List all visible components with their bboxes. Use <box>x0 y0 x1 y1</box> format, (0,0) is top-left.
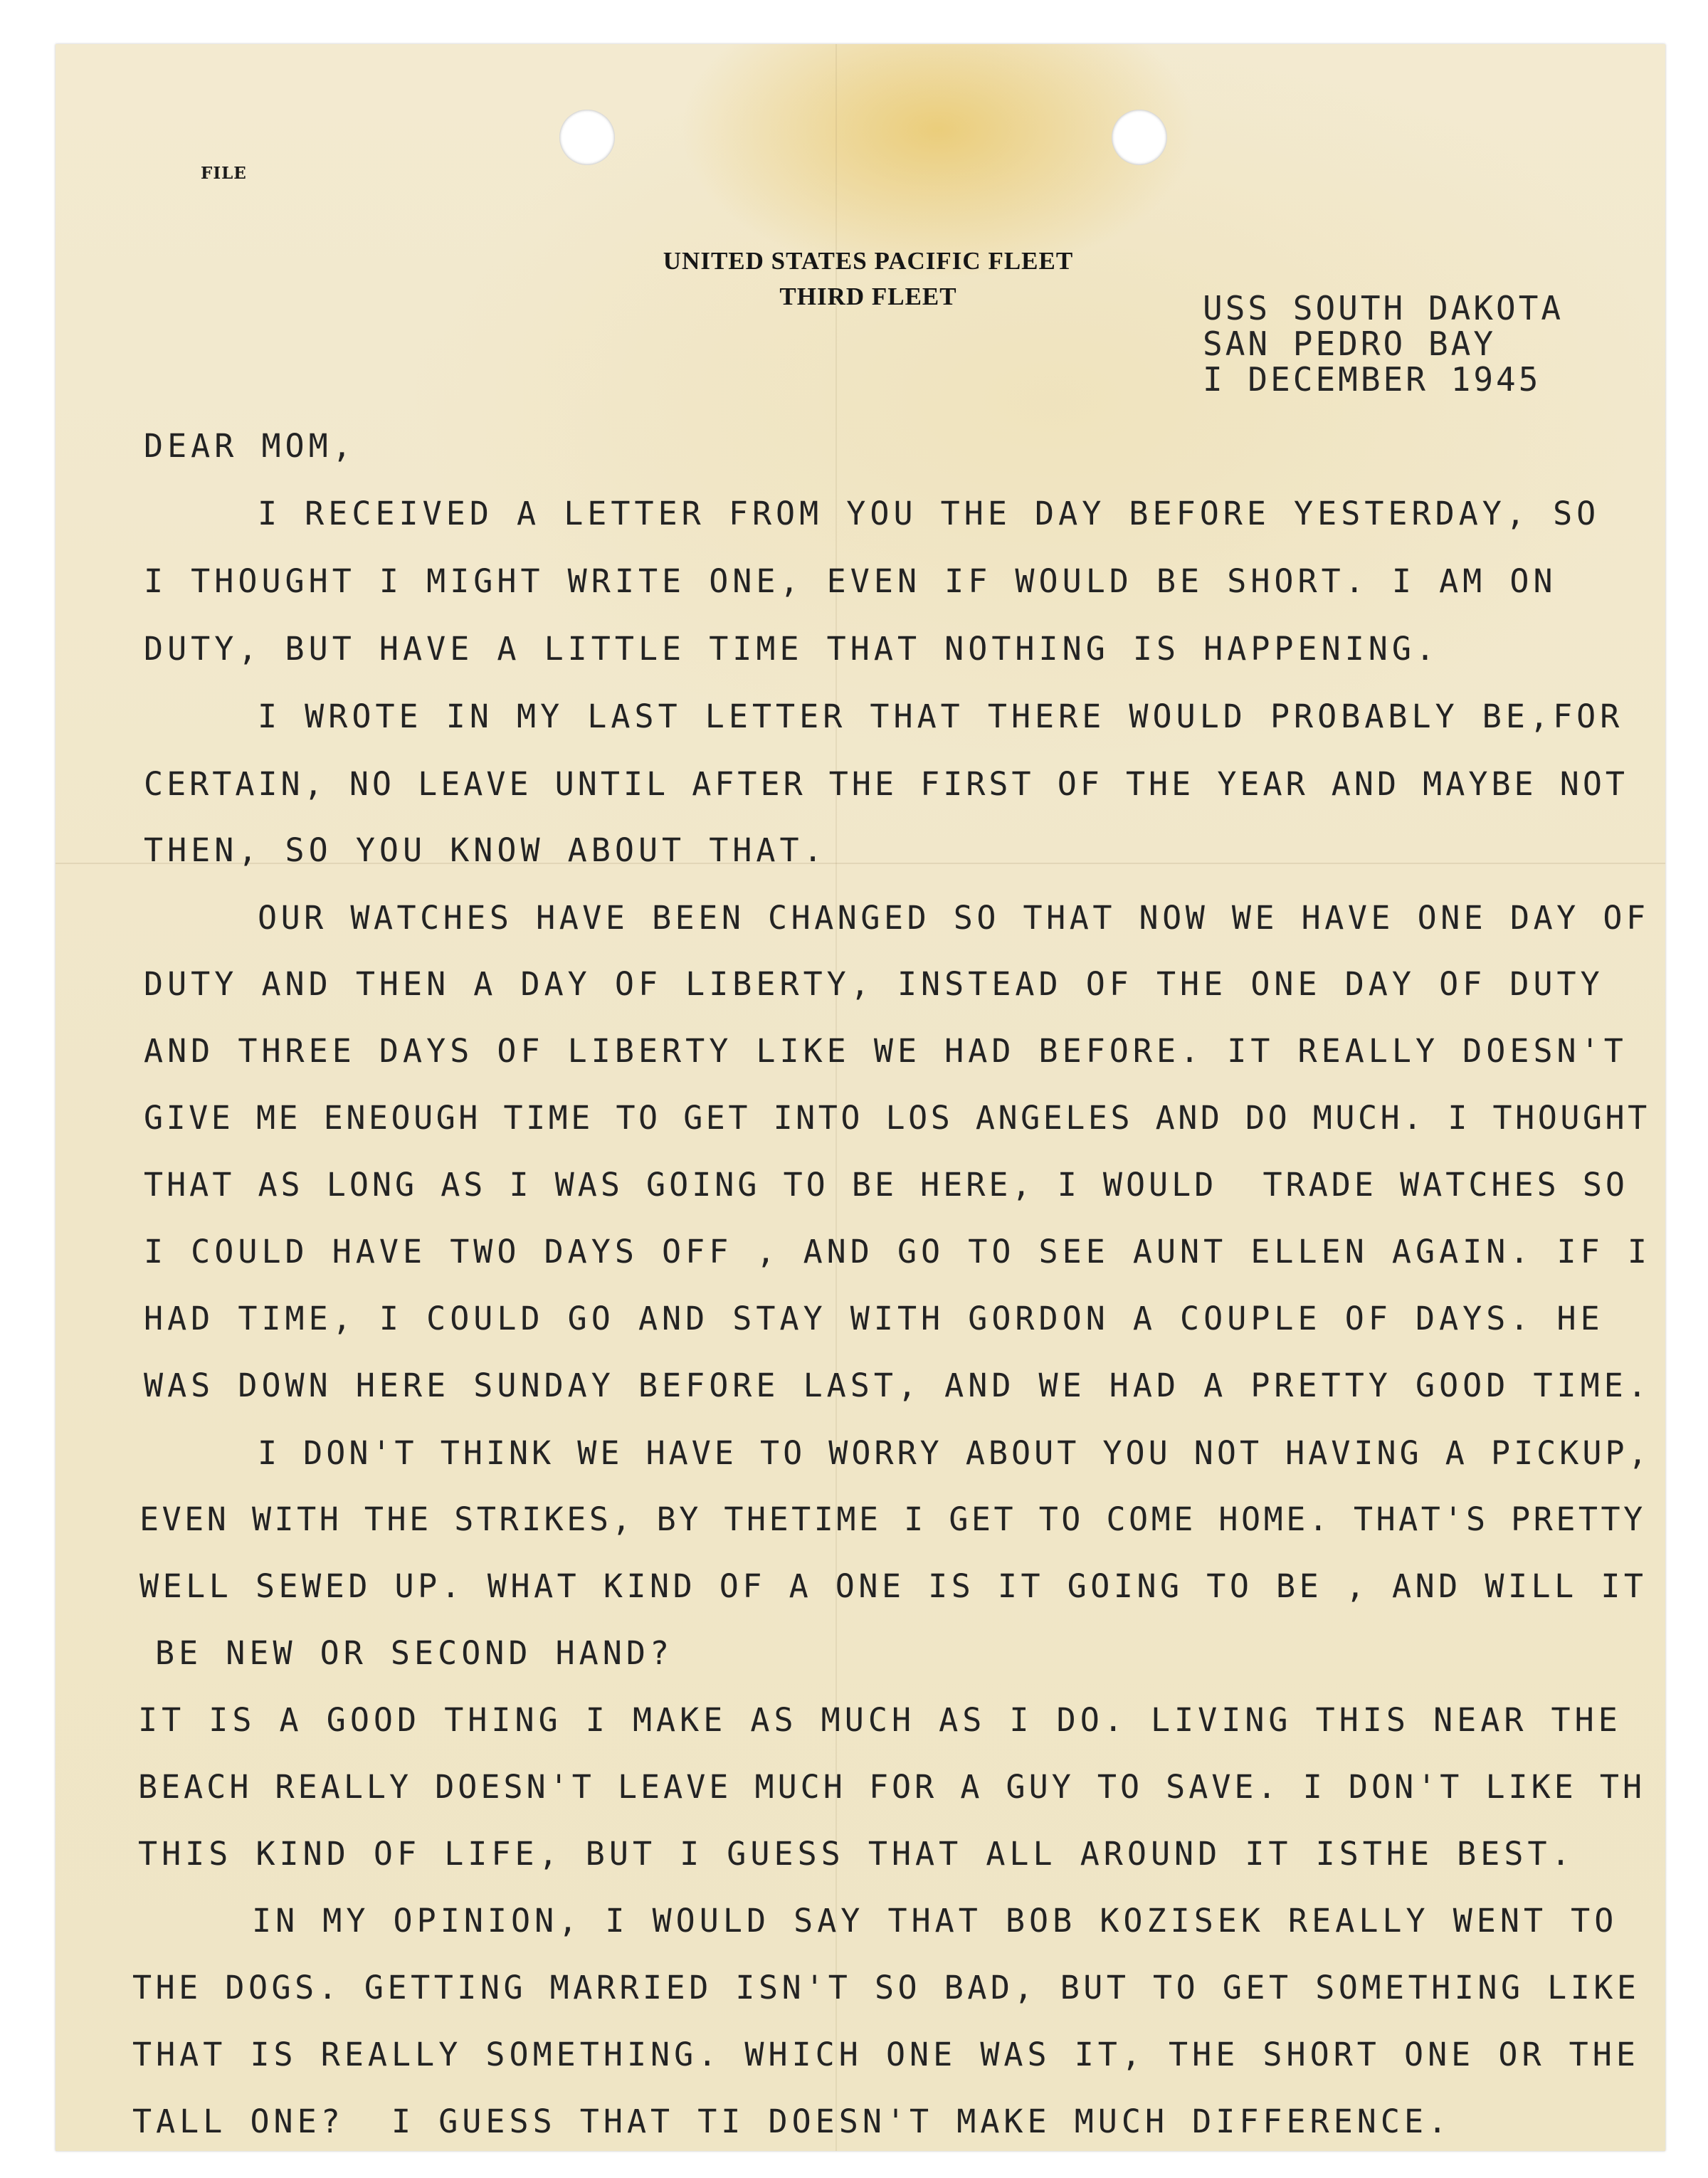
text-line: CERTAIN, NO LEAVE UNTIL AFTER THE FIRST OF THE YEAR AND MAYBE NOT <box>144 765 1628 803</box>
text-line: IN MY OPINION, I WOULD SAY THAT BOB KOZISEK REALLY WENT TO <box>252 1902 1618 1940</box>
text-line: GIVE ME ENEOUGH TIME TO GET INTO LOS ANGELES AND DO MUCH. I THOUGHT <box>144 1099 1650 1137</box>
text-line: I WROTE IN MY LAST LETTER THAT THERE WOULD PROBABLY BE,FOR <box>258 698 1624 735</box>
text-line: WAS DOWN HERE SUNDAY BEFORE LAST, AND WE HAD A PRETTY GOOD TIME. <box>144 1367 1651 1404</box>
text-line: THAT AS LONG AS I WAS GOING TO BE HERE, I WOULD TRADE WATCHES SO <box>144 1166 1628 1204</box>
text-line: TALL ONE? I GUESS THAT TI DOESN'T MAKE MUCH DIFFERENCE. <box>132 2103 1452 2140</box>
text-line: I DON'T THINK WE HAVE TO WORRY ABOUT YOU NOT HAVING A PICKUP, <box>258 1434 1651 1472</box>
letterhead-third-fleet: THIRD FLEET <box>779 283 957 310</box>
ship-name: USS SOUTH DAKOTA <box>1203 289 1564 327</box>
text-line: OUR WATCHES HAVE BEEN CHANGED SO THAT NOW WE HAVE ONE DAY OF <box>258 899 1650 937</box>
salutation: DEAR MOM, <box>144 427 356 465</box>
text-line: THAT IS REALLY SOMETHING. WHICH ONE WAS IT, THE SHORT ONE OR THE <box>132 2036 1640 2073</box>
letter-date: I DECEMBER 1945 <box>1203 360 1541 399</box>
text-line: THE DOGS. GETTING MARRIED ISN'T SO BAD, BUT TO GET SOMETHING LIKE <box>132 1969 1640 2006</box>
letterhead-fleet: UNITED STATES PACIFIC FLEET <box>663 247 1074 275</box>
text-line: BEACH REALLY DOESN'T LEAVE MUCH FOR A GUY TO SAVE. I DON'T LIKE TH <box>138 1768 1646 1806</box>
text-line: HAD TIME, I COULD GO AND STAY WITH GORDON A COUPLE OF DAYS. HE <box>144 1300 1604 1337</box>
text-line: THEN, SO YOU KNOW ABOUT THAT. <box>144 831 827 869</box>
letterhead <box>548 243 1188 315</box>
text-line: AND THREE DAYS OF LIBERTY LIKE WE HAD BEFORE. IT REALLY DOESN'T <box>144 1032 1628 1070</box>
text-line: BE NEW OR SECOND HAND? <box>155 1634 674 1672</box>
file-label: FILE <box>201 164 247 183</box>
text-line: DUTY AND THEN A DAY OF LIBERTY, INSTEAD OF THE ONE DAY OF DUTY <box>144 965 1604 1003</box>
sender-address <box>1203 290 1564 397</box>
location: SAN PEDRO BAY <box>1203 325 1497 363</box>
punch-hole-right <box>1112 110 1167 165</box>
text-line: IT IS A GOOD THING I MAKE AS MUCH AS I DO. LIVING THIS NEAR THE <box>138 1701 1622 1739</box>
text-line: EVEN WITH THE STRIKES, BY THETIME I GET TO COME HOME. THAT'S PRETTY <box>139 1500 1646 1538</box>
text-line: I RECEIVED A LETTER FROM YOU THE DAY BEFORE YESTERDAY, SO <box>258 495 1601 532</box>
text-line: THIS KIND OF LIFE, BUT I GUESS THAT ALL AROUND IT ISTHE BEST. <box>138 1835 1575 1873</box>
punch-hole-left <box>559 110 615 165</box>
text-line: I COULD HAVE TWO DAYS OFF , AND GO TO SEE AUNT ELLEN AGAIN. IF I <box>144 1233 1651 1270</box>
text-line: WELL SEWED UP. WHAT KIND OF A ONE IS IT GOING TO BE , AND WILL IT <box>139 1567 1648 1605</box>
text-line: DUTY, BUT HAVE A LITTLE TIME THAT NOTHING IS HAPPENING. <box>144 630 1440 668</box>
text-line: I THOUGHT I MIGHT WRITE ONE, EVEN IF WOULD BE SHORT. I AM ON <box>144 562 1557 600</box>
